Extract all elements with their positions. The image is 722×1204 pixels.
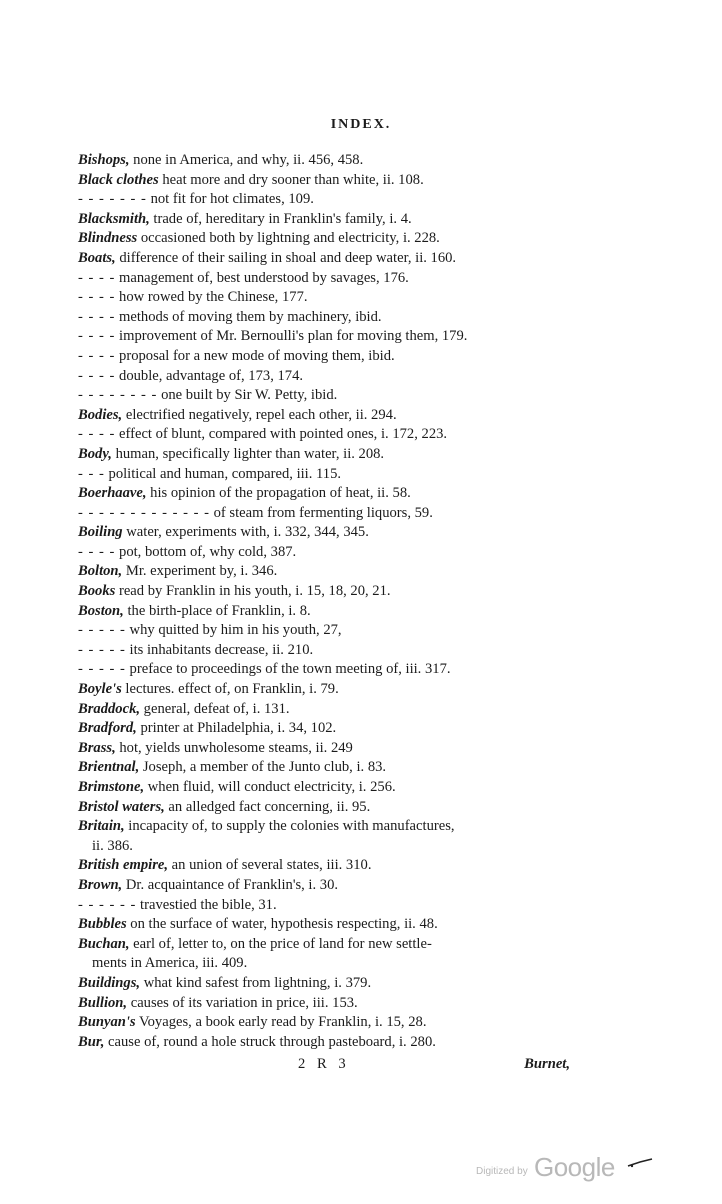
entry-ditto-dashes: - - - - - xyxy=(78,661,126,678)
entry-text: none in America, and why, ii. 456, 458. xyxy=(129,152,364,168)
entry-text: Dr. acquaintance of Franklin's, i. 30. xyxy=(122,876,339,893)
entry-term: Body, xyxy=(78,445,112,462)
entry-term: Blindness xyxy=(78,230,138,247)
entry-term: Blacksmith, xyxy=(78,210,150,227)
entry-text: printer at Philadelphia, i. 34, 102. xyxy=(136,720,337,737)
entry-text: its inhabitants decrease, ii. 210. xyxy=(125,641,314,658)
entry-text: lectures. effect of, on Franklin, i. 79. xyxy=(121,681,339,698)
entry-text: improvement of Mr. Bernoulli's plan for moving them, 179. xyxy=(115,328,468,345)
entry-text: occasioned both by lightning and electricity, i. 228. xyxy=(137,230,440,247)
index-entry xyxy=(78,582,578,602)
index-entry xyxy=(78,739,578,759)
entry-ditto-dashes: - - - - xyxy=(78,347,116,364)
index-entry xyxy=(78,935,578,955)
entry-term: Bubbles xyxy=(78,916,127,933)
index-entry xyxy=(78,210,578,230)
entry-text: ments in America, iii. 409. xyxy=(92,955,248,972)
index-entry xyxy=(78,680,578,700)
entry-text: cause of, round a hole struck through pasteboard, i. 280. xyxy=(104,1033,436,1050)
entry-term: Bodies, xyxy=(78,406,123,423)
watermark-google-logo: Google xyxy=(534,1152,615,1182)
entry-text: how rowed by the Chinese, 177. xyxy=(115,289,308,306)
index-entry xyxy=(78,1033,578,1053)
entry-text: on the surface of water, hypothesis respecting, ii. 48. xyxy=(126,916,438,933)
entry-term: Bunyan's xyxy=(78,1014,136,1031)
index-entry xyxy=(78,386,578,406)
entry-ditto-dashes: - - - - xyxy=(78,308,116,325)
index-entry xyxy=(78,994,578,1014)
entry-text: water, experiments with, i. 332, 344, 345. xyxy=(122,524,369,541)
entry-term: Boerhaave, xyxy=(78,485,147,502)
index-entry xyxy=(78,171,578,191)
entry-ditto-dashes: - - - - - - - - xyxy=(78,387,158,404)
entry-text: of steam from fermenting liquors, 59. xyxy=(209,504,433,521)
index-entry xyxy=(78,837,578,857)
entry-term: Bullion, xyxy=(78,994,128,1011)
entry-text: general, defeat of, i. 131. xyxy=(140,700,290,717)
entry-text: human, specifically lighter than water, ii. 208. xyxy=(111,445,385,462)
entry-term: Boats, xyxy=(78,249,116,266)
entry-text: Voyages, a book early read by Franklin, i. 15, 28. xyxy=(135,1014,427,1031)
entry-term: Buchan, xyxy=(78,935,130,952)
entry-term: Brown, xyxy=(78,876,123,893)
entry-term: Brientnal, xyxy=(78,759,140,776)
entry-ditto-dashes: - - - - - - - xyxy=(78,191,147,208)
index-entry xyxy=(78,269,578,289)
catchword: Burnet, xyxy=(524,1056,570,1072)
entry-text: the birth-place of Franklin, i. 8. xyxy=(123,602,311,619)
entry-ditto-dashes: - - - - xyxy=(78,367,116,384)
entry-text: an alledged fact concerning, ii. 95. xyxy=(164,798,371,815)
index-entry xyxy=(78,817,578,837)
index-entry xyxy=(78,700,578,720)
entry-text: hot, yields unwholesome steams, ii. 249 xyxy=(115,739,353,756)
entry-term: Braddock, xyxy=(78,700,141,717)
entry-term: Bradford, xyxy=(78,720,137,737)
index-entry xyxy=(78,367,578,387)
entry-text: an union of several states, iii. 310. xyxy=(168,857,372,874)
index-entry xyxy=(78,660,578,680)
index-entry xyxy=(78,562,578,582)
entry-term: Bristol waters, xyxy=(78,798,165,815)
index-entry xyxy=(78,425,578,445)
entry-term: Bolton, xyxy=(78,563,123,580)
entry-term: Books xyxy=(78,583,116,600)
index-entry xyxy=(78,465,578,485)
entry-term: Boyle's xyxy=(78,681,122,698)
watermark-swoosh-icon xyxy=(626,1156,656,1170)
google-watermark xyxy=(476,1152,676,1192)
entry-ditto-dashes: - - - - xyxy=(78,543,116,560)
index-entry xyxy=(78,523,578,543)
entry-ditto-dashes: - - - - - - - - - - - - - xyxy=(78,504,210,521)
index-entry xyxy=(78,504,578,524)
index-entry xyxy=(78,406,578,426)
index-entry xyxy=(78,1013,578,1033)
entry-text: double, advantage of, 173, 174. xyxy=(115,367,304,384)
entry-text: incapacity of, to supply the colonies with manufactures, xyxy=(124,818,455,835)
entry-text: Joseph, a member of the Junto club, i. 83. xyxy=(139,759,387,776)
entry-text: travestied the bible, 31. xyxy=(136,896,277,913)
entry-ditto-dashes: - - - - - - xyxy=(78,896,137,913)
entry-text: proposal for a new mode of moving them, ibid. xyxy=(115,347,395,364)
entry-term: Black clothes xyxy=(78,171,159,188)
entry-term: Boiling xyxy=(78,524,123,541)
entry-text: why quitted by him in his youth, 27, xyxy=(125,622,342,639)
page-heading: INDEX. xyxy=(330,117,392,132)
index-entry xyxy=(78,288,578,308)
index-entry xyxy=(78,896,578,916)
entry-text: when fluid, will conduct electricity, i. 256. xyxy=(144,779,396,795)
entry-text: electrified negatively, repel each other, ii. 294. xyxy=(122,406,397,423)
index-entry xyxy=(78,719,578,739)
entry-text: political and human, compared, iii. 115. xyxy=(104,465,342,482)
index-entry xyxy=(78,856,578,876)
entry-term: Brimstone, xyxy=(78,779,145,795)
entry-text: read by Franklin in his youth, i. 15, 18, 20, 21. xyxy=(115,583,391,600)
entry-text: pot, bottom of, why cold, 387. xyxy=(115,543,297,560)
entry-text: heat more and dry sooner than white, ii. 108. xyxy=(158,171,424,188)
index-entry xyxy=(78,484,578,504)
entry-text: causes of its variation in price, iii. 153. xyxy=(127,994,358,1011)
entry-text: his opinion of the propagation of heat, ii. 58. xyxy=(146,485,411,502)
entry-text: difference of their sailing in shoal and deep water, ii. 160. xyxy=(115,249,457,266)
index-entry xyxy=(78,758,578,778)
signature-mark: 2 R 3 xyxy=(298,1056,350,1072)
index-entry xyxy=(78,876,578,896)
index-entry xyxy=(78,308,578,328)
entry-text: earl of, letter to, on the price of land for new settle- xyxy=(129,935,432,952)
entry-ditto-dashes: - - - - - xyxy=(78,622,126,639)
entry-term: Britain, xyxy=(78,818,125,835)
entry-ditto-dashes: - - - - xyxy=(78,426,116,443)
entry-ditto-dashes: - - - - - xyxy=(78,641,126,658)
entry-text: effect of blunt, compared with pointed ones, i. 172, 223. xyxy=(115,426,448,443)
entry-term: Bishops, xyxy=(78,152,130,168)
index-entry xyxy=(78,954,578,974)
index-entry xyxy=(78,347,578,367)
index-entry xyxy=(78,190,578,210)
entry-text: trade of, hereditary in Franklin's family, i. 4. xyxy=(149,210,412,227)
index-entry xyxy=(78,778,578,798)
entry-text: not fit for hot climates, 109. xyxy=(146,191,314,208)
index-entry xyxy=(78,543,578,563)
entry-term: Buildings, xyxy=(78,974,141,991)
entry-term: Bur, xyxy=(78,1033,105,1050)
entry-ditto-dashes: - - - - xyxy=(78,328,116,345)
index-entry xyxy=(78,445,578,465)
index-entry xyxy=(78,915,578,935)
entry-text: what kind safest from lightning, i. 379. xyxy=(140,974,372,991)
index-entry xyxy=(78,641,578,661)
index-entry xyxy=(78,249,578,269)
entry-ditto-dashes: - - - - xyxy=(78,269,116,286)
index-entry xyxy=(78,327,578,347)
index-entry xyxy=(78,974,578,994)
entry-term: British empire, xyxy=(78,857,169,874)
entry-term: Boston, xyxy=(78,602,124,619)
watermark-digitized-label: Digitized by xyxy=(476,1166,528,1177)
index-entry xyxy=(78,798,578,818)
entry-text: Mr. experiment by, i. 346. xyxy=(122,563,278,580)
index-entry xyxy=(78,229,578,249)
entry-term: Brass, xyxy=(78,739,116,756)
entry-text: ii. 386. xyxy=(92,837,133,854)
index-entry xyxy=(78,621,578,641)
index-entries xyxy=(78,151,578,1052)
page-footer xyxy=(78,1056,570,1076)
entry-text: management of, best understood by savages, 176. xyxy=(115,269,409,286)
index-entry xyxy=(78,602,578,622)
entry-text: preface to proceedings of the town meeting of, iii. 317. xyxy=(125,661,451,678)
entry-text: methods of moving them by machinery, ibid. xyxy=(115,308,382,325)
entry-ditto-dashes: - - - xyxy=(78,465,105,482)
entry-text: one built by Sir W. Petty, ibid. xyxy=(157,387,338,404)
index-entry xyxy=(78,151,578,171)
entry-ditto-dashes: - - - - xyxy=(78,289,116,306)
